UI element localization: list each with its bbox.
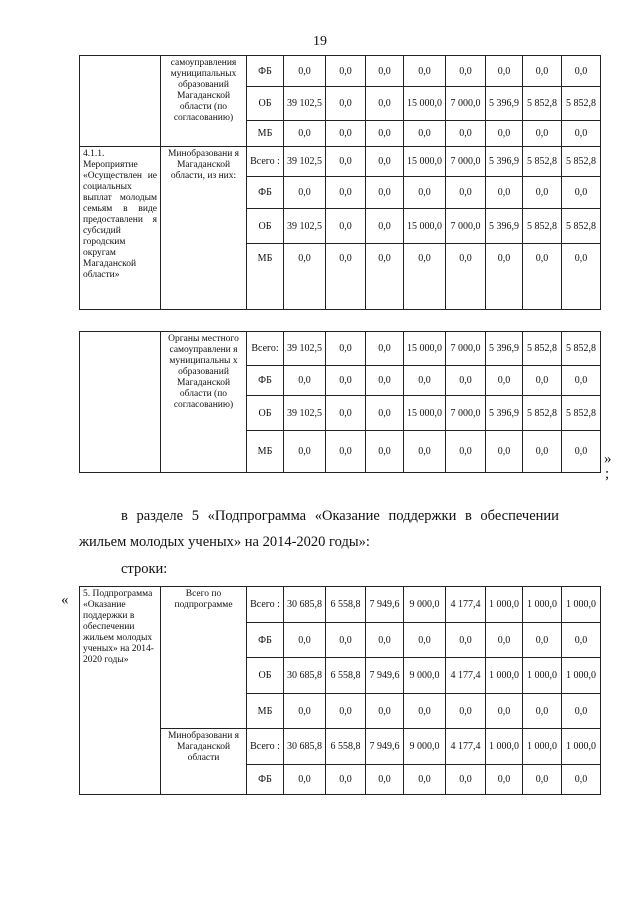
value-cell: 0,0 <box>523 765 562 795</box>
value-cell: 9 000,0 <box>404 729 446 765</box>
value-cell: 0,0 <box>486 177 523 209</box>
value-cell: 0,0 <box>486 56 523 87</box>
value-cell: 0,0 <box>284 56 326 87</box>
value-cell: 0,0 <box>326 396 366 431</box>
desc-cell-empty <box>80 56 161 147</box>
value-cell: 0,0 <box>523 121 562 147</box>
value-cell: 0,0 <box>446 623 486 658</box>
source-cell: Всего : <box>247 587 284 623</box>
value-cell: 0,0 <box>446 177 486 209</box>
source-cell: МБ <box>247 121 284 147</box>
subprogram-description: 5. Подпрограмма «Оказание поддержки в обеспечении жильем молодых ученых» на 2014-2020 годы» <box>80 587 161 795</box>
value-cell: 0,0 <box>404 623 446 658</box>
value-cell: 5 852,8 <box>562 147 601 177</box>
value-cell: 5 852,8 <box>523 209 562 244</box>
value-cell: 39 102,5 <box>284 209 326 244</box>
table-row <box>80 332 601 366</box>
value-cell: 1 000,0 <box>486 587 523 623</box>
source-cell: ФБ <box>247 765 284 795</box>
value-cell: 5 396,9 <box>486 332 523 366</box>
value-cell: 0,0 <box>366 694 404 729</box>
value-cell: 0,0 <box>562 244 601 310</box>
value-cell: 5 396,9 <box>486 209 523 244</box>
value-cell: 0,0 <box>523 623 562 658</box>
value-cell: 0,0 <box>486 694 523 729</box>
table-continuation <box>79 55 601 310</box>
value-cell: 1 000,0 <box>486 729 523 765</box>
value-cell: 0,0 <box>446 56 486 87</box>
value-cell: 0,0 <box>284 765 326 795</box>
page-number: 19 <box>313 34 327 49</box>
executor-cell: Минобразовани я Магаданской области, из них: <box>161 147 247 310</box>
value-cell: 0,0 <box>523 431 562 473</box>
value-cell: 5 852,8 <box>523 332 562 366</box>
table-subprogram-5 <box>79 586 601 795</box>
closing-semicolon: ; <box>605 466 610 482</box>
value-cell: 0,0 <box>404 56 446 87</box>
value-cell: 0,0 <box>486 366 523 396</box>
table-row <box>80 56 601 87</box>
value-cell: 5 852,8 <box>562 87 601 121</box>
source-cell: ОБ <box>247 658 284 694</box>
paragraph-line-2: жильем молодых ученых» на 2014-2020 годы»: <box>79 534 370 550</box>
executor-cell: Органы местного самоуправлени я муниципальны х образований Магаданской области (по согласованию) <box>161 332 247 473</box>
desc-cell-empty <box>80 332 161 473</box>
value-cell: 0,0 <box>326 765 366 795</box>
value-cell: 1 000,0 <box>486 658 523 694</box>
value-cell: 15 000,0 <box>404 147 446 177</box>
executor-cell: самоуправления муниципальных образований Магаданской области (по согласованию) <box>161 56 247 147</box>
value-cell: 0,0 <box>326 623 366 658</box>
value-cell: 1 000,0 <box>562 658 601 694</box>
source-cell: МБ <box>247 244 284 310</box>
value-cell: 5 852,8 <box>523 396 562 431</box>
value-cell: 0,0 <box>562 623 601 658</box>
value-cell: 0,0 <box>486 244 523 310</box>
value-cell: 0,0 <box>562 765 601 795</box>
value-cell: 39 102,5 <box>284 332 326 366</box>
source-cell: МБ <box>247 694 284 729</box>
value-cell: 5 852,8 <box>562 396 601 431</box>
value-cell: 0,0 <box>366 332 404 366</box>
value-cell: 0,0 <box>366 244 404 310</box>
value-cell: 0,0 <box>326 332 366 366</box>
value-cell: 7 000,0 <box>446 396 486 431</box>
value-cell: 5 852,8 <box>562 332 601 366</box>
value-cell: 0,0 <box>404 366 446 396</box>
value-cell: 0,0 <box>446 694 486 729</box>
value-cell: 1 000,0 <box>523 729 562 765</box>
source-cell: ОБ <box>247 209 284 244</box>
value-cell: 5 852,8 <box>523 87 562 121</box>
value-cell: 0,0 <box>284 623 326 658</box>
value-cell: 0,0 <box>326 121 366 147</box>
table-body <box>80 587 601 795</box>
value-cell: 0,0 <box>366 147 404 177</box>
value-cell: 0,0 <box>326 431 366 473</box>
paragraph-line-1: в разделе 5 «Подпрограмма «Оказание поддержки в обеспечении <box>121 508 559 524</box>
value-cell: 0,0 <box>366 87 404 121</box>
value-cell: 5 852,8 <box>523 147 562 177</box>
value-cell: 7 000,0 <box>446 87 486 121</box>
value-cell: 1 000,0 <box>523 658 562 694</box>
value-cell: 0,0 <box>366 121 404 147</box>
source-cell: ФБ <box>247 366 284 396</box>
value-cell: 0,0 <box>404 177 446 209</box>
table-local-governments <box>79 331 601 473</box>
value-cell: 0,0 <box>523 694 562 729</box>
value-cell: 0,0 <box>366 177 404 209</box>
value-cell: 0,0 <box>366 396 404 431</box>
value-cell: 0,0 <box>284 366 326 396</box>
value-cell: 7 000,0 <box>446 147 486 177</box>
value-cell: 7 949,6 <box>366 658 404 694</box>
value-cell: 0,0 <box>562 121 601 147</box>
value-cell: 0,0 <box>404 431 446 473</box>
value-cell: 0,0 <box>486 121 523 147</box>
value-cell: 15 000,0 <box>404 332 446 366</box>
value-cell: 4 177,4 <box>446 658 486 694</box>
value-cell: 0,0 <box>562 694 601 729</box>
value-cell: 0,0 <box>404 694 446 729</box>
value-cell: 0,0 <box>326 694 366 729</box>
value-cell: 5 852,8 <box>562 209 601 244</box>
value-cell: 4 177,4 <box>446 587 486 623</box>
value-cell: 0,0 <box>326 366 366 396</box>
value-cell: 1 000,0 <box>523 587 562 623</box>
value-cell: 6 558,8 <box>326 658 366 694</box>
closing-quote: » <box>604 451 612 467</box>
value-cell: 0,0 <box>366 623 404 658</box>
source-cell: ФБ <box>247 56 284 87</box>
value-cell: 0,0 <box>562 177 601 209</box>
value-cell: 0,0 <box>446 765 486 795</box>
value-cell: 0,0 <box>446 366 486 396</box>
value-cell: 0,0 <box>326 147 366 177</box>
value-cell: 0,0 <box>446 121 486 147</box>
value-cell: 15 000,0 <box>404 87 446 121</box>
value-cell: 15 000,0 <box>404 209 446 244</box>
value-cell: 5 396,9 <box>486 87 523 121</box>
value-cell: 0,0 <box>284 121 326 147</box>
value-cell: 7 000,0 <box>446 332 486 366</box>
value-cell: 0,0 <box>284 694 326 729</box>
source-cell: ФБ <box>247 177 284 209</box>
value-cell: 30 685,8 <box>284 658 326 694</box>
table-row <box>80 147 601 177</box>
value-cell: 39 102,5 <box>284 396 326 431</box>
source-cell: Всего: <box>247 332 284 366</box>
value-cell: 0,0 <box>523 177 562 209</box>
source-cell: ФБ <box>247 623 284 658</box>
value-cell: 0,0 <box>326 209 366 244</box>
value-cell: 0,0 <box>404 121 446 147</box>
table-body <box>80 56 601 310</box>
value-cell: 6 558,8 <box>326 587 366 623</box>
table-row <box>80 587 601 623</box>
value-cell: 0,0 <box>486 623 523 658</box>
value-cell: 0,0 <box>366 765 404 795</box>
source-cell: ОБ <box>247 87 284 121</box>
value-cell: 0,0 <box>366 366 404 396</box>
value-cell: 0,0 <box>562 431 601 473</box>
value-cell: 30 685,8 <box>284 729 326 765</box>
value-cell: 0,0 <box>523 244 562 310</box>
value-cell: 0,0 <box>366 209 404 244</box>
value-cell: 9 000,0 <box>404 658 446 694</box>
value-cell: 15 000,0 <box>404 396 446 431</box>
value-cell: 0,0 <box>404 765 446 795</box>
value-cell: 0,0 <box>284 177 326 209</box>
value-cell: 1 000,0 <box>562 587 601 623</box>
value-cell: 4 177,4 <box>446 729 486 765</box>
value-cell: 0,0 <box>366 431 404 473</box>
value-cell: 0,0 <box>446 244 486 310</box>
value-cell: 5 396,9 <box>486 396 523 431</box>
value-cell: 7 949,6 <box>366 729 404 765</box>
value-cell: 0,0 <box>366 56 404 87</box>
value-cell: 0,0 <box>562 56 601 87</box>
value-cell: 0,0 <box>523 366 562 396</box>
value-cell: 0,0 <box>446 431 486 473</box>
source-cell: Всего : <box>247 729 284 765</box>
value-cell: 0,0 <box>562 366 601 396</box>
executor-cell: Минобразовани я Магаданской области <box>161 729 247 795</box>
value-cell: 0,0 <box>326 87 366 121</box>
source-cell: Всего : <box>247 147 284 177</box>
value-cell: 0,0 <box>284 244 326 310</box>
value-cell: 6 558,8 <box>326 729 366 765</box>
value-cell: 39 102,5 <box>284 147 326 177</box>
source-cell: ОБ <box>247 396 284 431</box>
paragraph-line-3: строки: <box>121 561 168 577</box>
value-cell: 1 000,0 <box>562 729 601 765</box>
value-cell: 0,0 <box>326 56 366 87</box>
value-cell: 0,0 <box>326 177 366 209</box>
value-cell: 9 000,0 <box>404 587 446 623</box>
value-cell: 0,0 <box>523 56 562 87</box>
value-cell: 7 949,6 <box>366 587 404 623</box>
measure-description: 4.1.1. Мероприятие «Осуществлен ие социальных выплат молодым семьям в виде предоставлени я субсидий городским округам Магаданской области» <box>80 147 161 310</box>
value-cell: 0,0 <box>404 244 446 310</box>
value-cell: 0,0 <box>326 244 366 310</box>
table-body <box>80 332 601 473</box>
source-cell: МБ <box>247 431 284 473</box>
value-cell: 7 000,0 <box>446 209 486 244</box>
opening-quote: « <box>61 592 69 608</box>
value-cell: 0,0 <box>486 431 523 473</box>
value-cell: 5 396,9 <box>486 147 523 177</box>
value-cell: 39 102,5 <box>284 87 326 121</box>
executor-cell: Всего по подпрограмме <box>161 587 247 729</box>
value-cell: 30 685,8 <box>284 587 326 623</box>
value-cell: 0,0 <box>486 765 523 795</box>
value-cell: 0,0 <box>284 431 326 473</box>
